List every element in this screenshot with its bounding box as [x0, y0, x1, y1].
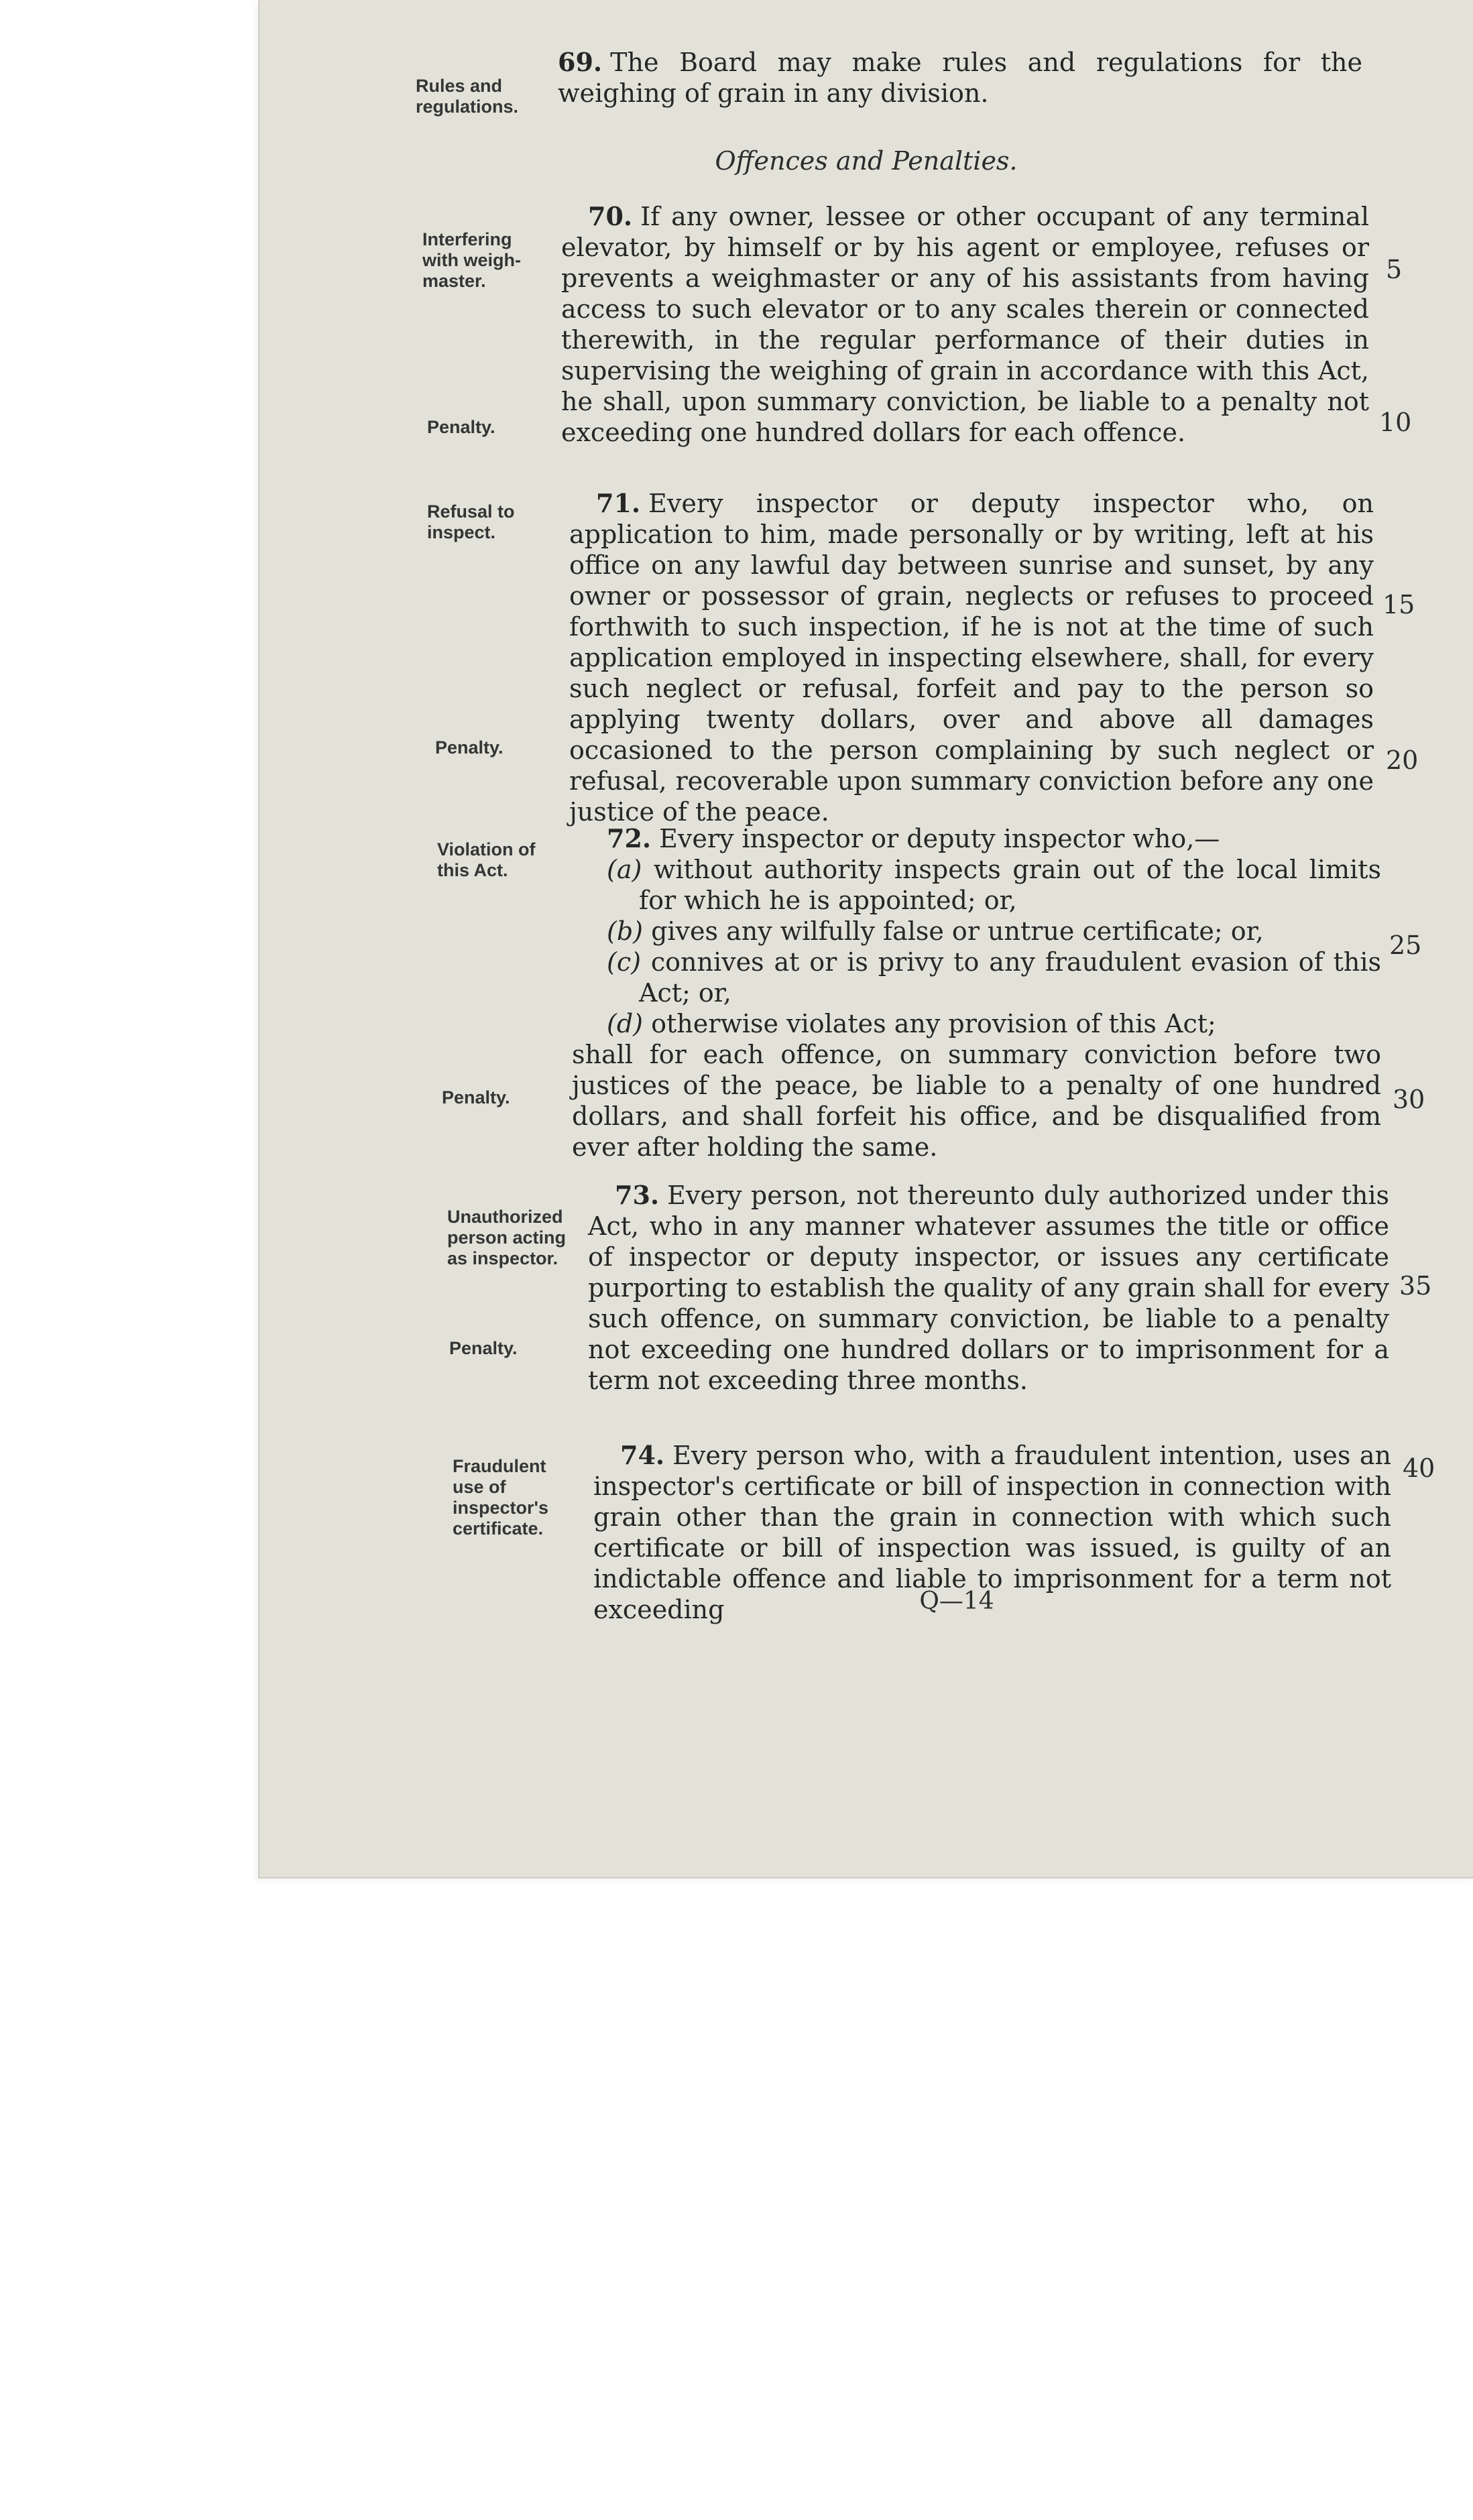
heading-offences: Offences and Penalties.: [715, 146, 1018, 176]
section-intro: Every inspector or deputy inspector who,—: [659, 824, 1220, 853]
margin-note-rules: Rules and regulations.: [416, 76, 519, 117]
clause-c: (c) connives at or is privy to any fraudulent evasion of this Act; or,: [607, 947, 1381, 1008]
section-number: 73.: [615, 1180, 660, 1210]
section-text: Every inspector or deputy inspector who, on application to him, made personally or by writing, left at his office on any lawful day between sunrise and sunset, by any owner or possessor of grain, neglects or refuses to proceed forthwith to such inspection, if he is not at the time of such application employed in inspecting elsewhere, shall, for every such neglect or refusal, forfeit and pay to the person so applying twenty dollars, over and above all damages occasioned to the person complaining by such neglect or refusal, recoverable upon summary conviction before any one justice of the peace.: [569, 489, 1374, 827]
section-closing: shall for each offence, on summary conviction before two justices of the peace, be liable to a penalty of one hundred dollars, and shall forfeit his office, and be disqualified from ever after holding the same.: [572, 1040, 1381, 1162]
section-number: 72.: [607, 823, 652, 853]
margin-note-refusal: Refusal to inspect.: [427, 501, 515, 542]
section-69: [558, 47, 1362, 109]
section-71: [569, 488, 1374, 827]
page-footer: Q—14: [919, 1587, 994, 1615]
section-number: 71.: [596, 488, 641, 518]
line-number: 35: [1399, 1271, 1432, 1301]
section-text: The Board may make rules and regulations for the weighing of grain in any division.: [558, 48, 1362, 108]
section-text: If any owner, lessee or other occupant of any terminal elevator, by himself or by his agent or employee, refuses or prevents a weighmaster or any of his assistants from having access to such elevator or to any scales therein or connected therewith, in the regular performance of their duties in supervising the weighing of grain in accordance with this Act, he shall, upon summary conviction, be liable to a penalty not exceeding one hundred dollars for each offence.: [561, 202, 1369, 447]
line-number: 10: [1379, 408, 1412, 437]
section-number: 69.: [558, 47, 603, 77]
section-72: [572, 823, 1381, 1162]
section-text: Every person, not thereunto duly authorized under this Act, who in any manner whatever assumes the title or office of inspector or deputy inspector, or issues any certificate purporting to establish the quality of any grain shall for every such offence, on summary conviction, be liable to a penalty not exceeding one hundred dollars or to imprisonment for a term not exceeding three months.: [588, 1181, 1389, 1395]
document-page: [258, 0, 1473, 1878]
clause-d: (d) otherwise violates any provision of this Act;: [607, 1009, 1216, 1038]
line-number: 15: [1382, 590, 1415, 619]
section-text: Every person who, with a fraudulent intention, uses an inspector's certificate or bill of inspection in connection with grain other than the grain in connection with which such certificate or bill of inspection was issued, is guilty of an indictable offence and liable to imprisonment for a term not exceeding: [593, 1441, 1391, 1624]
margin-note-penalty: Penalty.: [427, 417, 495, 437]
line-number: 30: [1393, 1085, 1425, 1114]
section-73: [588, 1180, 1389, 1396]
margin-note-fraudulent: Fraudulent use of inspector's certificate.: [453, 1456, 548, 1539]
line-number: 20: [1386, 745, 1419, 775]
clause-a: (a) without authority inspects grain out of the local limits for which he is appointed; or,: [607, 855, 1381, 915]
line-number: 40: [1403, 1453, 1435, 1483]
section-number: 74.: [620, 1440, 665, 1470]
margin-note-penalty: Penalty.: [449, 1338, 518, 1358]
section-70: [561, 201, 1369, 448]
line-number: 5: [1386, 255, 1403, 284]
clause-b: (b) gives any wilfully false or untrue certificate; or,: [607, 916, 1264, 946]
margin-note-unauthorized: Unauthorized person acting as inspector.: [447, 1207, 567, 1268]
section-number: 70.: [588, 201, 633, 231]
margin-note-violation: Violation of this Act.: [437, 839, 536, 880]
margin-note-interfering: Interfering with weigh- master.: [422, 229, 521, 291]
margin-note-penalty: Penalty.: [435, 737, 504, 758]
line-number: 25: [1389, 931, 1422, 960]
margin-note-penalty: Penalty.: [442, 1087, 510, 1107]
